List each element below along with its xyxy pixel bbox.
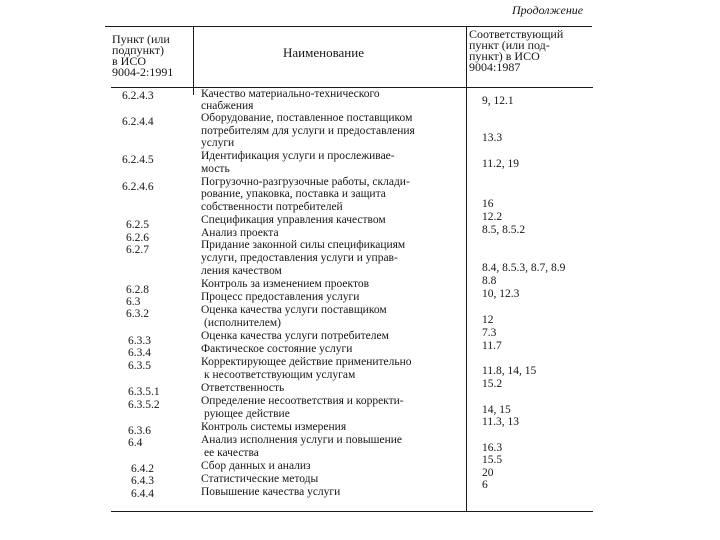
clause-number: 6.4 [128,437,143,449]
iso-reference: 11.7 [482,340,502,352]
iso-reference: 15.5 [482,454,503,466]
table-bottom-rule [111,511,593,512]
clause-number: 6.2.6 [126,232,149,244]
clause-number: 6.2.4.6 [122,181,154,193]
clause-number: 6.3.2 [126,308,149,320]
clause-number: 6.3.3 [128,335,151,347]
item-name-line: услуги, предоставления услуги и управ- [201,252,398,264]
item-name-line: Идентификация услуги и прослеживае- [201,150,395,162]
iso-reference: 11.8, 14, 15 [482,365,537,377]
item-name-line: Спецификация управления качеством [201,214,386,226]
iso-reference: 6 [482,479,488,491]
item-name-line: Ответственность [201,382,285,394]
item-name-line: Статистические методы [201,473,319,485]
item-name-line: Оборудование, поставленное поставщиком [201,112,413,124]
clause-number: 6.4.3 [131,475,154,487]
iso-reference: 11.2, 19 [482,158,519,170]
clause-number: 6.4.2 [131,463,154,475]
clause-number: 6.2.7 [126,244,149,256]
iso-reference: 7.3 [482,327,497,339]
iso-reference: 8.4, 8.5.3, 8.7, 8.9 [482,262,566,274]
item-name-line: Оценка качества услуги поставщиком [201,304,387,316]
iso-reference: 13.3 [482,132,503,144]
column-divider-1 [193,27,194,95]
item-name-line: Определение несоответствия и корректи- [201,395,404,407]
item-name-line: мость [201,163,230,175]
column-divider-2 [466,27,467,511]
clause-number: 6.2.4.4 [122,116,154,128]
iso-reference: 11.3, 13 [482,416,519,428]
item-name-line: Анализ проекта [201,227,279,239]
iso-reference: 12 [482,314,494,326]
item-name-line: Придание законной силы спецификациям [201,239,406,251]
header-name: Наименование [283,45,364,60]
clause-number: 6.3.5.2 [128,399,160,411]
item-name-line: Погрузочно-разгрузочные работы, склади- [201,176,410,188]
iso-reference: 20 [482,467,494,479]
item-name-line: Корректирующее действие применительно [201,356,412,368]
clause-number: 6.3.5.1 [128,386,160,398]
item-name-line: к несоответствующим услугам [204,369,356,381]
clause-number: 6.2.5 [126,219,149,231]
iso-reference: 14, 15 [482,404,511,416]
item-name-line: Процесс предоставления услуги [201,291,360,303]
item-name-line: Повышение качества услуги [201,486,341,498]
item-name-line: снабжения [201,100,254,112]
item-name-line: Сбор данных и анализ [201,460,311,472]
item-name-line: услуги [201,137,235,149]
item-name-line: потребителям для услуги и предоставления [201,125,415,137]
item-name-line: рование, упаковка, поставка и защита [201,188,386,200]
clause-number: 6.4.4 [131,488,154,500]
header-clause-iso9004: Соответствующий пункт (или под- пункт) в ИСО 9004:1987 [469,27,564,74]
item-name-line: Анализ исполнения услуги и повышение [201,434,403,446]
clause-number: 6.2.4.3 [122,90,154,102]
iso-reference: 16.3 [482,442,503,454]
iso-reference: 12.2 [482,211,503,223]
iso-reference: 8.5, 8.5.2 [482,224,526,236]
clause-number: 6.3 [126,296,141,308]
item-name-line: Фактическое состояние услуги [201,343,353,355]
clause-number: 6.3.4 [128,347,151,359]
iso-reference: 16 [482,198,494,210]
item-name-line: ления качеством [201,265,282,277]
iso-reference: 8.8 [482,275,497,287]
clause-number: 6.3.6 [128,425,151,437]
clause-number: 6.3.5 [128,360,151,372]
item-name-line: Контроль системы измерения [201,421,347,433]
item-name-line: ее качества [204,447,259,459]
clause-number: 6.2.8 [126,284,149,296]
item-name-line: Оценка качества услуги потребителем [201,330,389,342]
item-name-line: Качество материально-технического [201,88,380,100]
iso-reference: 15.2 [482,378,503,390]
iso-reference: 10, 12.3 [482,288,520,300]
header-clause-iso9004-2: Пункт (или подпункт) в ИСО 9004-2:1991 [112,32,174,79]
continued-label: Продолжение [512,3,584,17]
item-name-line: рующее действие [204,408,290,420]
clause-number: 6.2.4.5 [122,154,154,166]
item-name-line: (исполнителем) [204,317,281,329]
iso-reference: 9, 12.1 [482,95,514,107]
item-name-line: собственности потребителей [201,201,343,213]
item-name-line: Контроль за изменением проектов [201,278,370,290]
